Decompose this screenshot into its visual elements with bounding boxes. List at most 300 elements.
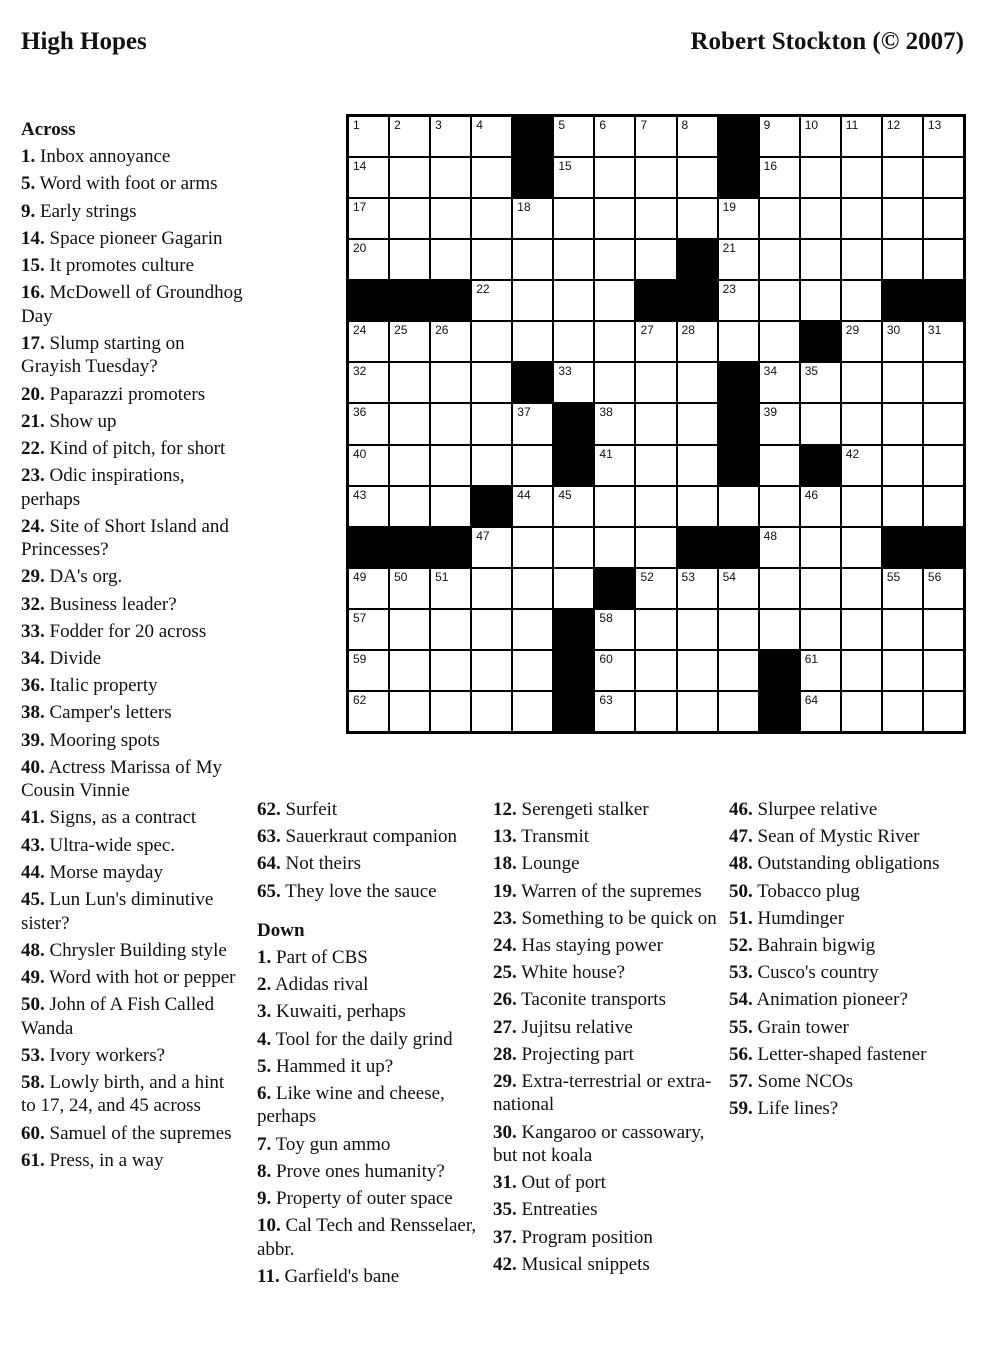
- grid-cell[interactable]: [595, 240, 634, 279]
- grid-cell[interactable]: [801, 610, 840, 649]
- grid-cell[interactable]: [595, 487, 634, 526]
- clue-number: 6.: [257, 1082, 272, 1104]
- grid-cell[interactable]: [349, 199, 388, 238]
- black-square: [760, 651, 799, 690]
- grid-cell[interactable]: [390, 404, 429, 443]
- black-square: [719, 117, 758, 156]
- grid-cell[interactable]: [842, 322, 881, 361]
- down-clue: [257, 1160, 482, 1184]
- grid-cell[interactable]: [760, 322, 799, 361]
- black-square: [678, 281, 717, 320]
- down-clue: [257, 1055, 482, 1079]
- black-square: [678, 240, 717, 279]
- grid-cell[interactable]: [390, 199, 429, 238]
- clue-text: Surfeit: [280, 799, 338, 820]
- grid-cell[interactable]: [801, 692, 840, 731]
- grid-cell[interactable]: [924, 569, 963, 608]
- down-clue: [493, 1226, 718, 1250]
- grid-cell[interactable]: [595, 158, 634, 197]
- down-clue: [257, 946, 482, 970]
- grid-cell[interactable]: [390, 446, 429, 485]
- grid-cell[interactable]: [595, 446, 634, 485]
- grid-cell[interactable]: [842, 692, 881, 731]
- across-clue: [257, 852, 482, 876]
- grid-cell[interactable]: [842, 487, 881, 526]
- clue-text: Animation pioneer?: [752, 989, 908, 1011]
- cell-number: 22: [476, 282, 490, 297]
- grid-cell[interactable]: [636, 569, 675, 608]
- grid-cell[interactable]: [472, 199, 511, 238]
- clue-text: Life lines?: [752, 1098, 839, 1120]
- cell-number: 41: [599, 446, 613, 461]
- clue-text: White house?: [516, 962, 626, 984]
- black-square: [801, 446, 840, 485]
- grid-cell[interactable]: [760, 363, 799, 402]
- clue-column-1: [21, 118, 243, 1176]
- grid-cell[interactable]: [595, 322, 634, 361]
- clue-text: Toy gun ammo: [271, 1133, 391, 1155]
- grid-cell[interactable]: [636, 651, 675, 690]
- grid-cell[interactable]: [678, 446, 717, 485]
- grid-cell[interactable]: [513, 240, 552, 279]
- grid-cell[interactable]: [801, 240, 840, 279]
- grid-cell[interactable]: [924, 610, 963, 649]
- grid-cell[interactable]: [513, 322, 552, 361]
- grid-cell[interactable]: [554, 487, 593, 526]
- clue-text: Actress Marissa of My Cousin Vinnie: [21, 756, 223, 802]
- grid-cell[interactable]: [719, 199, 758, 238]
- grid-cell[interactable]: [678, 651, 717, 690]
- clue-text: Letter-shaped fastener: [752, 1043, 927, 1065]
- clue-text: Musical snippets: [516, 1253, 650, 1275]
- cell-number: 4: [476, 118, 483, 132]
- clue-number: 44.: [21, 861, 45, 883]
- grid-cell[interactable]: [390, 651, 429, 690]
- grid-cell[interactable]: [760, 610, 799, 649]
- grid-cell[interactable]: [842, 446, 881, 485]
- cell-number: 62: [353, 692, 367, 707]
- grid-cell[interactable]: [595, 404, 634, 443]
- grid-cell[interactable]: [719, 281, 758, 320]
- grid-cell[interactable]: [801, 404, 840, 443]
- grid-cell[interactable]: [431, 692, 470, 731]
- black-square: [513, 158, 552, 197]
- down-clue: [729, 934, 964, 958]
- across-clue: [257, 825, 482, 849]
- grid-cell[interactable]: [636, 240, 675, 279]
- grid-cell[interactable]: [349, 651, 388, 690]
- grid-cell[interactable]: [390, 363, 429, 402]
- grid-cell[interactable]: [595, 281, 634, 320]
- clue-number: 53.: [21, 1044, 45, 1066]
- grid-cell[interactable]: [513, 281, 552, 320]
- grid-cell[interactable]: [883, 404, 922, 443]
- across-clue: [21, 1044, 243, 1068]
- clue-number: 5.: [21, 173, 36, 195]
- grid-cell[interactable]: [801, 363, 840, 402]
- clue-text: Kangaroo or cassowary, but not koala: [493, 1121, 705, 1167]
- grid-cell[interactable]: [431, 569, 470, 608]
- grid-cell[interactable]: [924, 363, 963, 402]
- grid-cell[interactable]: [513, 651, 552, 690]
- across-clue: [21, 674, 243, 698]
- grid-cell[interactable]: [513, 487, 552, 526]
- grid-cell[interactable]: [554, 117, 593, 156]
- grid-cell[interactable]: [431, 322, 470, 361]
- grid-cell[interactable]: [472, 322, 511, 361]
- grid-cell[interactable]: [431, 404, 470, 443]
- grid-cell[interactable]: [349, 487, 388, 526]
- grid-cell[interactable]: [760, 281, 799, 320]
- grid-cell[interactable]: [678, 487, 717, 526]
- grid-cell[interactable]: [760, 569, 799, 608]
- clue-text: Lowly birth, and a hint to 17, 24, and 45 across: [21, 1071, 225, 1117]
- grid-cell[interactable]: [719, 692, 758, 731]
- cell-number: 18: [517, 200, 531, 215]
- grid-cell[interactable]: [842, 569, 881, 608]
- across-clue: [21, 647, 243, 671]
- grid-cell[interactable]: [636, 158, 675, 197]
- grid-cell[interactable]: [472, 651, 511, 690]
- grid-cell[interactable]: [595, 363, 634, 402]
- grid-cell[interactable]: [554, 528, 593, 567]
- grid-cell[interactable]: [678, 692, 717, 731]
- clue-number: 20.: [21, 383, 45, 405]
- grid-cell[interactable]: [349, 610, 388, 649]
- black-square: [678, 528, 717, 567]
- down-clue: [493, 907, 718, 931]
- cell-number: 38: [599, 405, 613, 420]
- grid-cell[interactable]: [472, 117, 511, 156]
- grid-cell[interactable]: [883, 446, 922, 485]
- clue-number: 24.: [21, 515, 45, 537]
- clue-text: Prove ones humanity?: [271, 1160, 445, 1182]
- black-square: [554, 610, 593, 649]
- grid-cell[interactable]: [595, 199, 634, 238]
- grid-cell[interactable]: [842, 528, 881, 567]
- clue-text: Humdinger: [752, 907, 845, 929]
- grid-cell[interactable]: [431, 199, 470, 238]
- grid-cell[interactable]: [472, 692, 511, 731]
- clue-text: Sauerkraut companion: [280, 826, 457, 848]
- clue-number: 40.: [21, 756, 45, 778]
- grid-cell[interactable]: [472, 404, 511, 443]
- grid-cell[interactable]: [760, 199, 799, 238]
- clue-text: Press, in a way: [44, 1149, 164, 1171]
- cell-number: 61: [804, 651, 819, 666]
- grid-cell[interactable]: [801, 528, 840, 567]
- clue-number: 32.: [21, 593, 45, 615]
- grid-cell[interactable]: [924, 158, 963, 197]
- grid-cell[interactable]: [760, 117, 799, 156]
- grid-cell[interactable]: [431, 363, 470, 402]
- clue-number: 29.: [493, 1070, 517, 1092]
- grid-cell[interactable]: [636, 322, 675, 361]
- grid-cell[interactable]: [760, 528, 799, 567]
- across-clue: [257, 798, 482, 822]
- grid-cell[interactable]: [678, 404, 717, 443]
- across-clue: [21, 254, 243, 278]
- grid-cell[interactable]: [472, 281, 511, 320]
- grid-cell[interactable]: [595, 651, 634, 690]
- grid-cell[interactable]: [801, 569, 840, 608]
- clue-number: 9.: [21, 200, 36, 222]
- grid-cell[interactable]: [431, 446, 470, 485]
- grid-cell[interactable]: [472, 363, 511, 402]
- black-square: [719, 528, 758, 567]
- across-clue: [21, 145, 243, 169]
- black-square: [883, 281, 922, 320]
- grid-cell[interactable]: [431, 651, 470, 690]
- grid-cell[interactable]: [924, 240, 963, 279]
- across-clue: [21, 888, 243, 935]
- grid-cell[interactable]: [595, 528, 634, 567]
- grid-cell[interactable]: [595, 610, 634, 649]
- grid-cell[interactable]: [924, 487, 963, 526]
- grid-cell[interactable]: [678, 199, 717, 238]
- clue-number: 50.: [21, 994, 45, 1016]
- grid-cell[interactable]: [883, 569, 922, 608]
- grid-cell[interactable]: [349, 404, 388, 443]
- grid-cell[interactable]: [842, 281, 881, 320]
- clue-number: 33.: [21, 620, 45, 642]
- grid-cell[interactable]: [349, 158, 388, 197]
- grid-cell[interactable]: [842, 363, 881, 402]
- grid-cell[interactable]: [678, 363, 717, 402]
- down-clue: [493, 1043, 718, 1067]
- grid-cell[interactable]: [472, 610, 511, 649]
- black-square: [513, 117, 552, 156]
- down-clue: [493, 1016, 718, 1040]
- grid-cell[interactable]: [472, 446, 511, 485]
- grid-cell[interactable]: [349, 240, 388, 279]
- grid-cell[interactable]: [390, 569, 429, 608]
- grid-cell[interactable]: [554, 158, 593, 197]
- across-clue: [21, 701, 243, 725]
- grid-cell[interactable]: [390, 158, 429, 197]
- grid-cell[interactable]: [554, 199, 593, 238]
- clue-number: 1.: [257, 946, 272, 968]
- cell-number: 35: [804, 364, 819, 379]
- grid-cell[interactable]: [390, 322, 429, 361]
- grid-cell[interactable]: [678, 117, 717, 156]
- grid-cell[interactable]: [883, 610, 922, 649]
- grid-cell[interactable]: [842, 610, 881, 649]
- grid-cell[interactable]: [636, 446, 675, 485]
- grid-cell[interactable]: [801, 487, 840, 526]
- grid-cell[interactable]: [431, 158, 470, 197]
- clue-number: 45.: [21, 889, 45, 910]
- grid-cell[interactable]: [924, 404, 963, 443]
- grid-cell[interactable]: [636, 404, 675, 443]
- down-clue: [729, 798, 964, 822]
- grid-cell[interactable]: [719, 610, 758, 649]
- down-clue: [729, 1016, 964, 1040]
- grid-cell[interactable]: [924, 199, 963, 238]
- grid-cell[interactable]: [636, 528, 675, 567]
- cell-number: 26: [435, 323, 449, 338]
- cell-number: 7: [640, 118, 648, 132]
- clue-text: Tobacco plug: [752, 880, 860, 902]
- grid-cell[interactable]: [636, 692, 675, 731]
- grid-cell[interactable]: [431, 610, 470, 649]
- grid-cell[interactable]: [472, 240, 511, 279]
- cell-number: 56: [927, 569, 942, 584]
- grid-cell[interactable]: [513, 692, 552, 731]
- clue-text: Has staying power: [516, 934, 663, 956]
- grid-cell[interactable]: [636, 363, 675, 402]
- grid-cell[interactable]: [801, 158, 840, 197]
- grid-cell[interactable]: [883, 199, 922, 238]
- grid-cell[interactable]: [842, 158, 881, 197]
- grid-cell[interactable]: [431, 487, 470, 526]
- clue-number: 43.: [21, 834, 45, 856]
- grid-cell[interactable]: [678, 610, 717, 649]
- grid-cell[interactable]: [349, 692, 388, 731]
- grid-cell[interactable]: [719, 569, 758, 608]
- grid-cell[interactable]: [636, 487, 675, 526]
- clue-text: Morse mayday: [44, 861, 163, 883]
- clue-number: 38.: [21, 702, 45, 724]
- clue-number: 5.: [257, 1055, 272, 1077]
- cell-number: 19: [722, 200, 736, 215]
- clue-number: 25.: [493, 962, 517, 984]
- black-square: [554, 651, 593, 690]
- down-clue: [493, 825, 718, 849]
- grid-cell[interactable]: [513, 610, 552, 649]
- grid-cell[interactable]: [924, 692, 963, 731]
- grid-cell[interactable]: [883, 487, 922, 526]
- grid-cell[interactable]: [801, 281, 840, 320]
- black-square: [513, 363, 552, 402]
- grid-cell[interactable]: [554, 240, 593, 279]
- clue-text: Lun Lun's diminutive sister?: [21, 889, 214, 934]
- clue-text: DA's org.: [44, 566, 123, 588]
- grid-cell[interactable]: [349, 363, 388, 402]
- grid-cell[interactable]: [390, 117, 429, 156]
- down-clue: [493, 798, 718, 822]
- grid-cell[interactable]: [636, 199, 675, 238]
- grid-cell[interactable]: [431, 117, 470, 156]
- grid-cell[interactable]: [554, 363, 593, 402]
- cell-number: 32: [353, 364, 367, 379]
- across-clue: [21, 200, 243, 224]
- grid-cell[interactable]: [924, 446, 963, 485]
- grid-cell[interactable]: [883, 158, 922, 197]
- grid-cell[interactable]: [636, 610, 675, 649]
- grid-cell[interactable]: [760, 240, 799, 279]
- clue-number: 64.: [257, 853, 281, 875]
- grid-cell[interactable]: [842, 117, 881, 156]
- grid-cell[interactable]: [760, 446, 799, 485]
- clue-text: McDowell of Groundhog Day: [21, 282, 243, 327]
- clue-number: 8.: [257, 1160, 272, 1182]
- grid-cell[interactable]: [390, 240, 429, 279]
- grid-cell[interactable]: [760, 487, 799, 526]
- grid-cell[interactable]: [842, 404, 881, 443]
- grid-cell[interactable]: [883, 363, 922, 402]
- across-clue: [21, 993, 243, 1040]
- clue-text: Garfield's bane: [279, 1265, 400, 1287]
- grid-cell[interactable]: [801, 117, 840, 156]
- black-square: [554, 692, 593, 731]
- grid-cell[interactable]: [349, 569, 388, 608]
- grid-cell[interactable]: [472, 528, 511, 567]
- grid-cell[interactable]: [924, 322, 963, 361]
- grid-cell[interactable]: [883, 692, 922, 731]
- grid-cell[interactable]: [390, 487, 429, 526]
- cell-number: 31: [927, 323, 942, 338]
- clue-number: 42.: [493, 1253, 517, 1275]
- puzzle-title: High Hopes: [21, 28, 147, 55]
- grid-cell[interactable]: [636, 117, 675, 156]
- puzzle-author: Robert Stockton (© 2007): [690, 28, 964, 55]
- black-square: [719, 446, 758, 485]
- clue-number: 62.: [257, 799, 281, 820]
- grid-cell[interactable]: [842, 199, 881, 238]
- grid-cell[interactable]: [513, 528, 552, 567]
- grid-cell[interactable]: [719, 322, 758, 361]
- down-clue: [493, 1198, 718, 1222]
- grid-cell[interactable]: [513, 199, 552, 238]
- down-clue: [729, 880, 964, 904]
- across-clue: [21, 332, 243, 379]
- cell-number: 12: [886, 118, 901, 132]
- grid-cell[interactable]: [678, 158, 717, 197]
- grid-cell[interactable]: [390, 610, 429, 649]
- grid-cell[interactable]: [554, 281, 593, 320]
- grid-cell[interactable]: [431, 240, 470, 279]
- grid-cell[interactable]: [842, 651, 881, 690]
- grid-cell[interactable]: [595, 692, 634, 731]
- grid-cell[interactable]: [760, 158, 799, 197]
- down-clue: [257, 1265, 482, 1289]
- grid-cell[interactable]: [349, 322, 388, 361]
- cell-number: 60: [599, 651, 613, 666]
- grid-cell[interactable]: [472, 158, 511, 197]
- grid-cell[interactable]: [883, 240, 922, 279]
- grid-cell[interactable]: [513, 446, 552, 485]
- grid-cell[interactable]: [760, 404, 799, 443]
- black-square: [801, 322, 840, 361]
- grid-cell[interactable]: [924, 651, 963, 690]
- cell-number: 24: [353, 323, 367, 338]
- grid-cell[interactable]: [678, 322, 717, 361]
- grid-cell[interactable]: [554, 569, 593, 608]
- grid-cell[interactable]: [513, 404, 552, 443]
- grid-cell[interactable]: [801, 199, 840, 238]
- grid-cell[interactable]: [390, 692, 429, 731]
- grid-cell[interactable]: [554, 322, 593, 361]
- grid-cell[interactable]: [924, 117, 963, 156]
- grid-cell[interactable]: [719, 651, 758, 690]
- grid-cell[interactable]: [472, 569, 511, 608]
- grid-cell[interactable]: [719, 240, 758, 279]
- grid-cell[interactable]: [842, 240, 881, 279]
- down-clue: [729, 1043, 964, 1067]
- grid-cell[interactable]: [595, 117, 634, 156]
- grid-cell[interactable]: [883, 651, 922, 690]
- grid-cell[interactable]: [801, 651, 840, 690]
- grid-cell[interactable]: [883, 322, 922, 361]
- cell-number: 29: [845, 323, 860, 338]
- grid-cell[interactable]: [883, 117, 922, 156]
- grid-cell[interactable]: [513, 569, 552, 608]
- grid-cell[interactable]: [678, 569, 717, 608]
- grid-cell[interactable]: [349, 117, 388, 156]
- grid-cell[interactable]: [719, 487, 758, 526]
- grid-cell[interactable]: [349, 446, 388, 485]
